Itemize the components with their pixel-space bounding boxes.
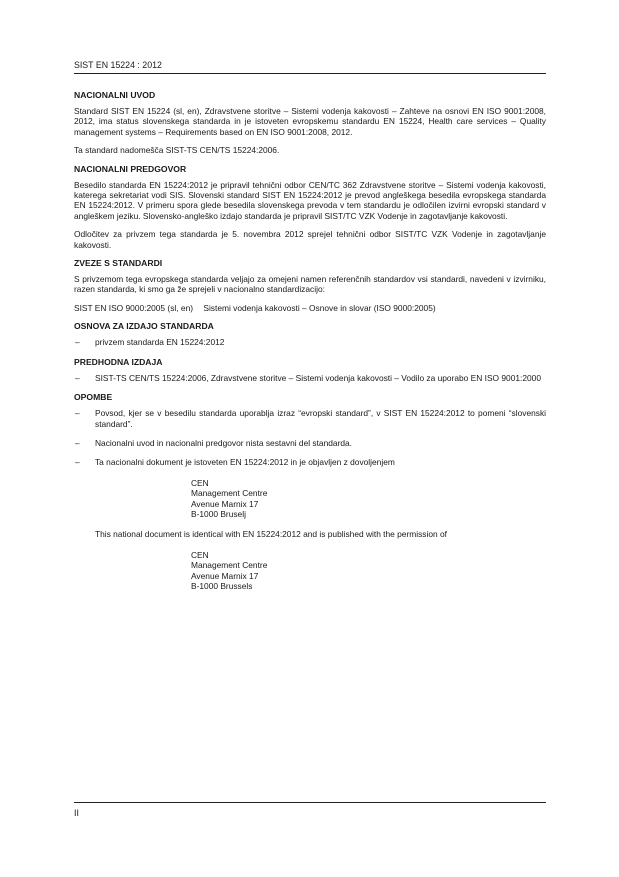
reference-row <box>74 303 546 313</box>
section-osnova <box>74 321 546 347</box>
paragraph: Besedilo standarda EN 15224:2012 je pripravil tehnični odbor CEN/TC 362 Zdravstvene storitve – Sistemi vodenja kakovosti, katerega sekretariat vodi SIS. Slovenski standard SIST EN 15224:2012 je prevod angleškega besedila evropskega standarda EN 15224:2012. V primeru spora glede besedila slovenskega prevoda v tem standardu je odločilen izvirni evropski standard v angleškem jeziku. Slovensko-angleško izdajo standarda je pripravil SIST/TC VZK Vodenje in zagotavljanje kakovosti. <box>74 179 546 221</box>
section-opombe <box>74 392 546 591</box>
dash-list <box>74 408 546 468</box>
header-rule <box>74 73 546 74</box>
dash-marker: – <box>75 372 80 383</box>
list-item: – privzem standarda EN 15224:2012 <box>75 337 225 348</box>
address-block-sl: CEN Management Centre Avenue Marnix 17 B-1000 Bruselj <box>191 477 268 519</box>
reference-standard: SIST EN ISO 9000:2005 (sl, en) <box>74 302 194 313</box>
list-item: – Ta nacionalni dokument je istoveten EN 15224:2012 in je objavljen z dovoljenjem <box>75 457 395 468</box>
section-title: OSNOVA ZA IZDAJO STANDARDA <box>74 321 214 332</box>
section-title: NACIONALNI UVOD <box>74 90 156 100</box>
section-title: OPOMBE <box>74 392 113 403</box>
section-title: NACIONALNI PREDGOVOR <box>74 163 187 174</box>
address-block-en: CEN Management Centre Avenue Marnix 17 B-1000 Brussels <box>191 549 268 591</box>
dash-list <box>74 337 546 347</box>
footer-rule <box>74 802 546 803</box>
dash-list <box>74 373 546 383</box>
paragraph: Standard SIST EN 15224 (sl, en), Zdravstvene storitve – Sistemi vodenja kakovosti – Zahteve na osnovi EN ISO 9001:2008, 2012, ima status slovenskega standarda in je istoveten evropskemu standardu EN 15224, Health care services – Quality management systems – Requirements based on EN ISO 9001:2008, 2012. <box>74 106 546 137</box>
section-nacionalni-predgovor <box>74 164 546 250</box>
dash-marker: – <box>75 437 80 448</box>
section-predhodna-izdaja <box>74 357 546 383</box>
dash-marker: – <box>75 408 80 419</box>
section-zveze-s-standardi <box>74 258 546 313</box>
list-item: – Povsod, kjer se v besedilu standarda uporablja izraz “evropski standard”, v SIST EN 15224:2012 to pomeni “slovenski standard”. <box>75 408 546 429</box>
section-title: ZVEZE S STANDARDI <box>74 258 163 269</box>
paragraph: S privzemom tega evropskega standarda veljajo za omejeni namen referenčnih standardov vsi standardi, navedeni v izvirniku, razen standarda, ki smo ga že sprejeli v nacionalno standardizacijo: <box>74 274 546 295</box>
list-item: – Nacionalni uvod in nacionalni predgovor nista sestavni del standarda. <box>75 437 352 448</box>
paragraph: Odločitev za privzem tega standarda je 5. novembra 2012 sprejel tehnični odbor SIST/TC VZK Vodenje in zagotavljanje kakovosti. <box>74 229 546 250</box>
dash-marker: – <box>75 457 80 468</box>
english-note: This national document is identical with EN 15224:2012 and is published with the permission of <box>95 529 447 540</box>
paragraph: Ta standard nadomešča SIST-TS CEN/TS 15224:2006. <box>74 145 280 156</box>
section-nacionalni-uvod <box>74 90 546 156</box>
list-item: – SIST-TS CEN/TS 15224:2006, Zdravstvene storitve – Sistemi vodenja kakovosti – Vodilo za uporabo EN ISO 9001:2000 <box>75 372 541 383</box>
section-title: PREDHODNA IZDAJA <box>74 356 163 367</box>
running-header: SIST EN 15224 : 2012 <box>74 60 162 70</box>
dash-marker: – <box>75 337 80 348</box>
page-number: II <box>74 808 79 818</box>
document-body <box>74 90 546 601</box>
reference-title: Sistemi vodenja kakovosti – Osnove in slovar (ISO 9000:2005) <box>203 302 436 313</box>
